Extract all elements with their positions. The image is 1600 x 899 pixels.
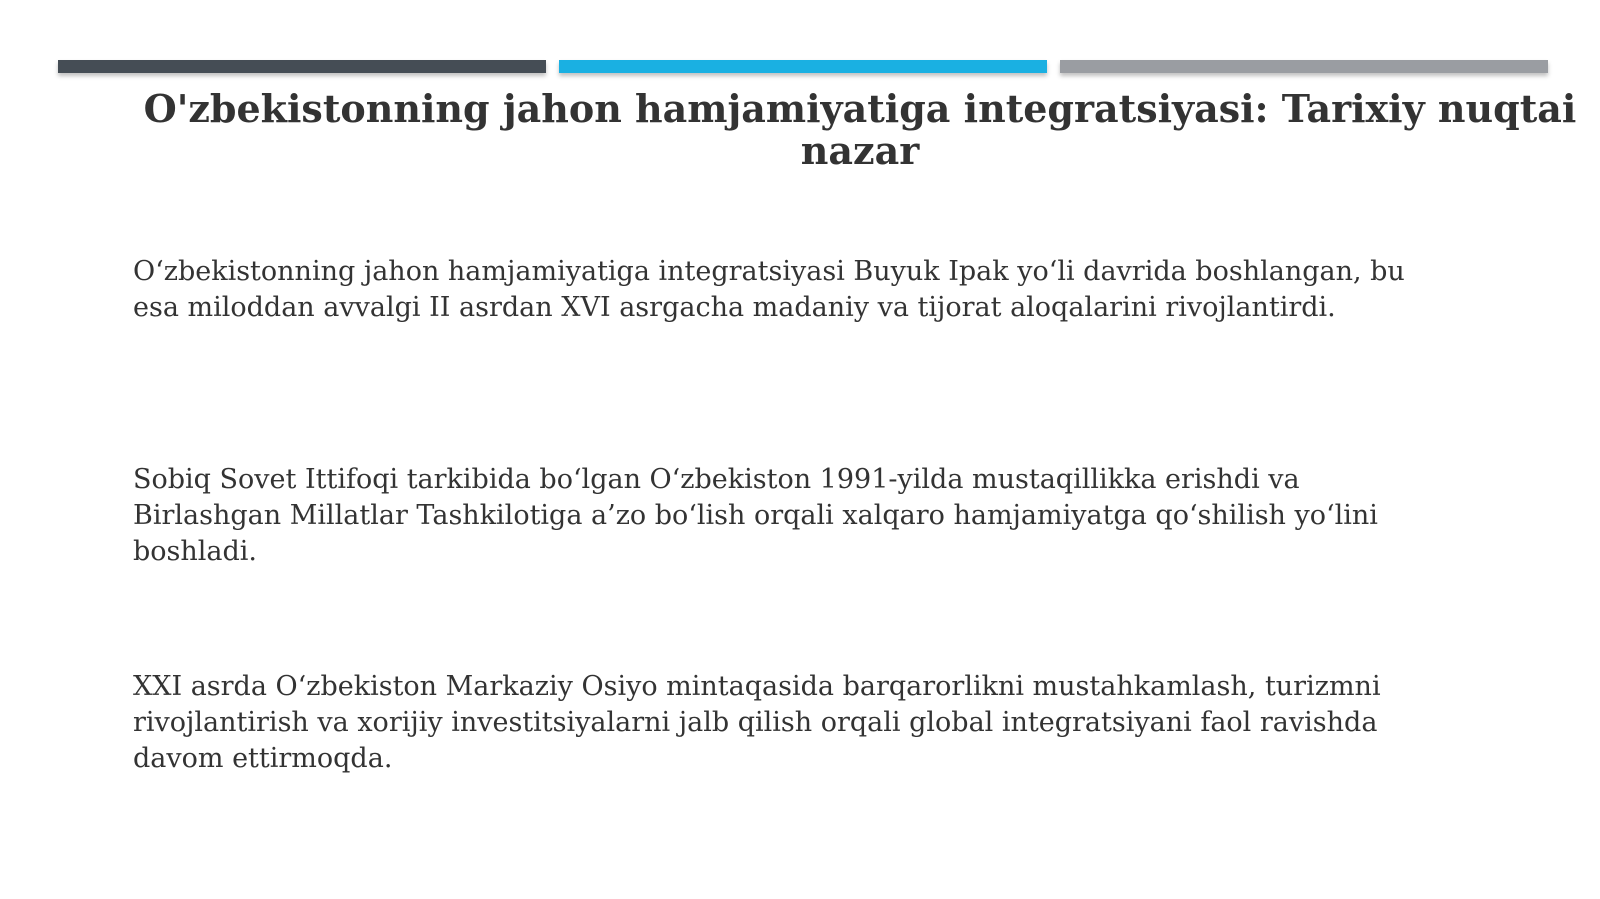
paragraph-line: Sobiq Sovet Ittifoqi tarkibida bo‘lgan O‘zbekiston 1991-yilda mustaqillikka erishdi va — [133, 464, 1300, 495]
paragraph-line: O‘zbekistonning jahon hamjamiyatiga integratsiyasi Buyuk Ipak yo‘li davrida boshlangan, bu — [133, 256, 1405, 287]
paragraph-line: esa miloddan avvalgi II asrdan XVI asrgacha madaniy va tijorat aloqalarini rivojlantirdi. — [133, 292, 1336, 323]
slide-title — [110, 88, 1600, 172]
body-paragraph-21st-century — [133, 669, 1493, 777]
paragraph-line: rivojlantirish va xorijiy investitsiyalarni jalb qilish orqali global integratsiyani faol ravishda — [133, 707, 1378, 738]
body-paragraph-independence — [133, 462, 1493, 570]
accent-bar-gray — [1060, 60, 1548, 73]
paragraph-line: Birlashgan Millatlar Tashkilotiga a’zo bo‘lish orqali xalqaro hamjamiyatga qo‘shilish yo‘lini — [133, 500, 1378, 531]
slide-title-line: O'zbekistonning jahon hamjamiyatiga integratsiyasi: Tarixiy nuqtai — [143, 86, 1577, 131]
accent-bar-blue — [559, 60, 1047, 73]
paragraph-line: davom ettirmoqda. — [133, 743, 393, 774]
body-paragraph-silk-road — [133, 254, 1493, 326]
paragraph-line: XXI asrda O‘zbekiston Markaziy Osiyo mintaqasida barqarorlikni mustahkamlash, turizmni — [133, 671, 1381, 702]
paragraph-line: boshladi. — [133, 536, 258, 567]
slide-title-line: nazar — [800, 128, 920, 173]
accent-bar-dark — [58, 60, 546, 73]
